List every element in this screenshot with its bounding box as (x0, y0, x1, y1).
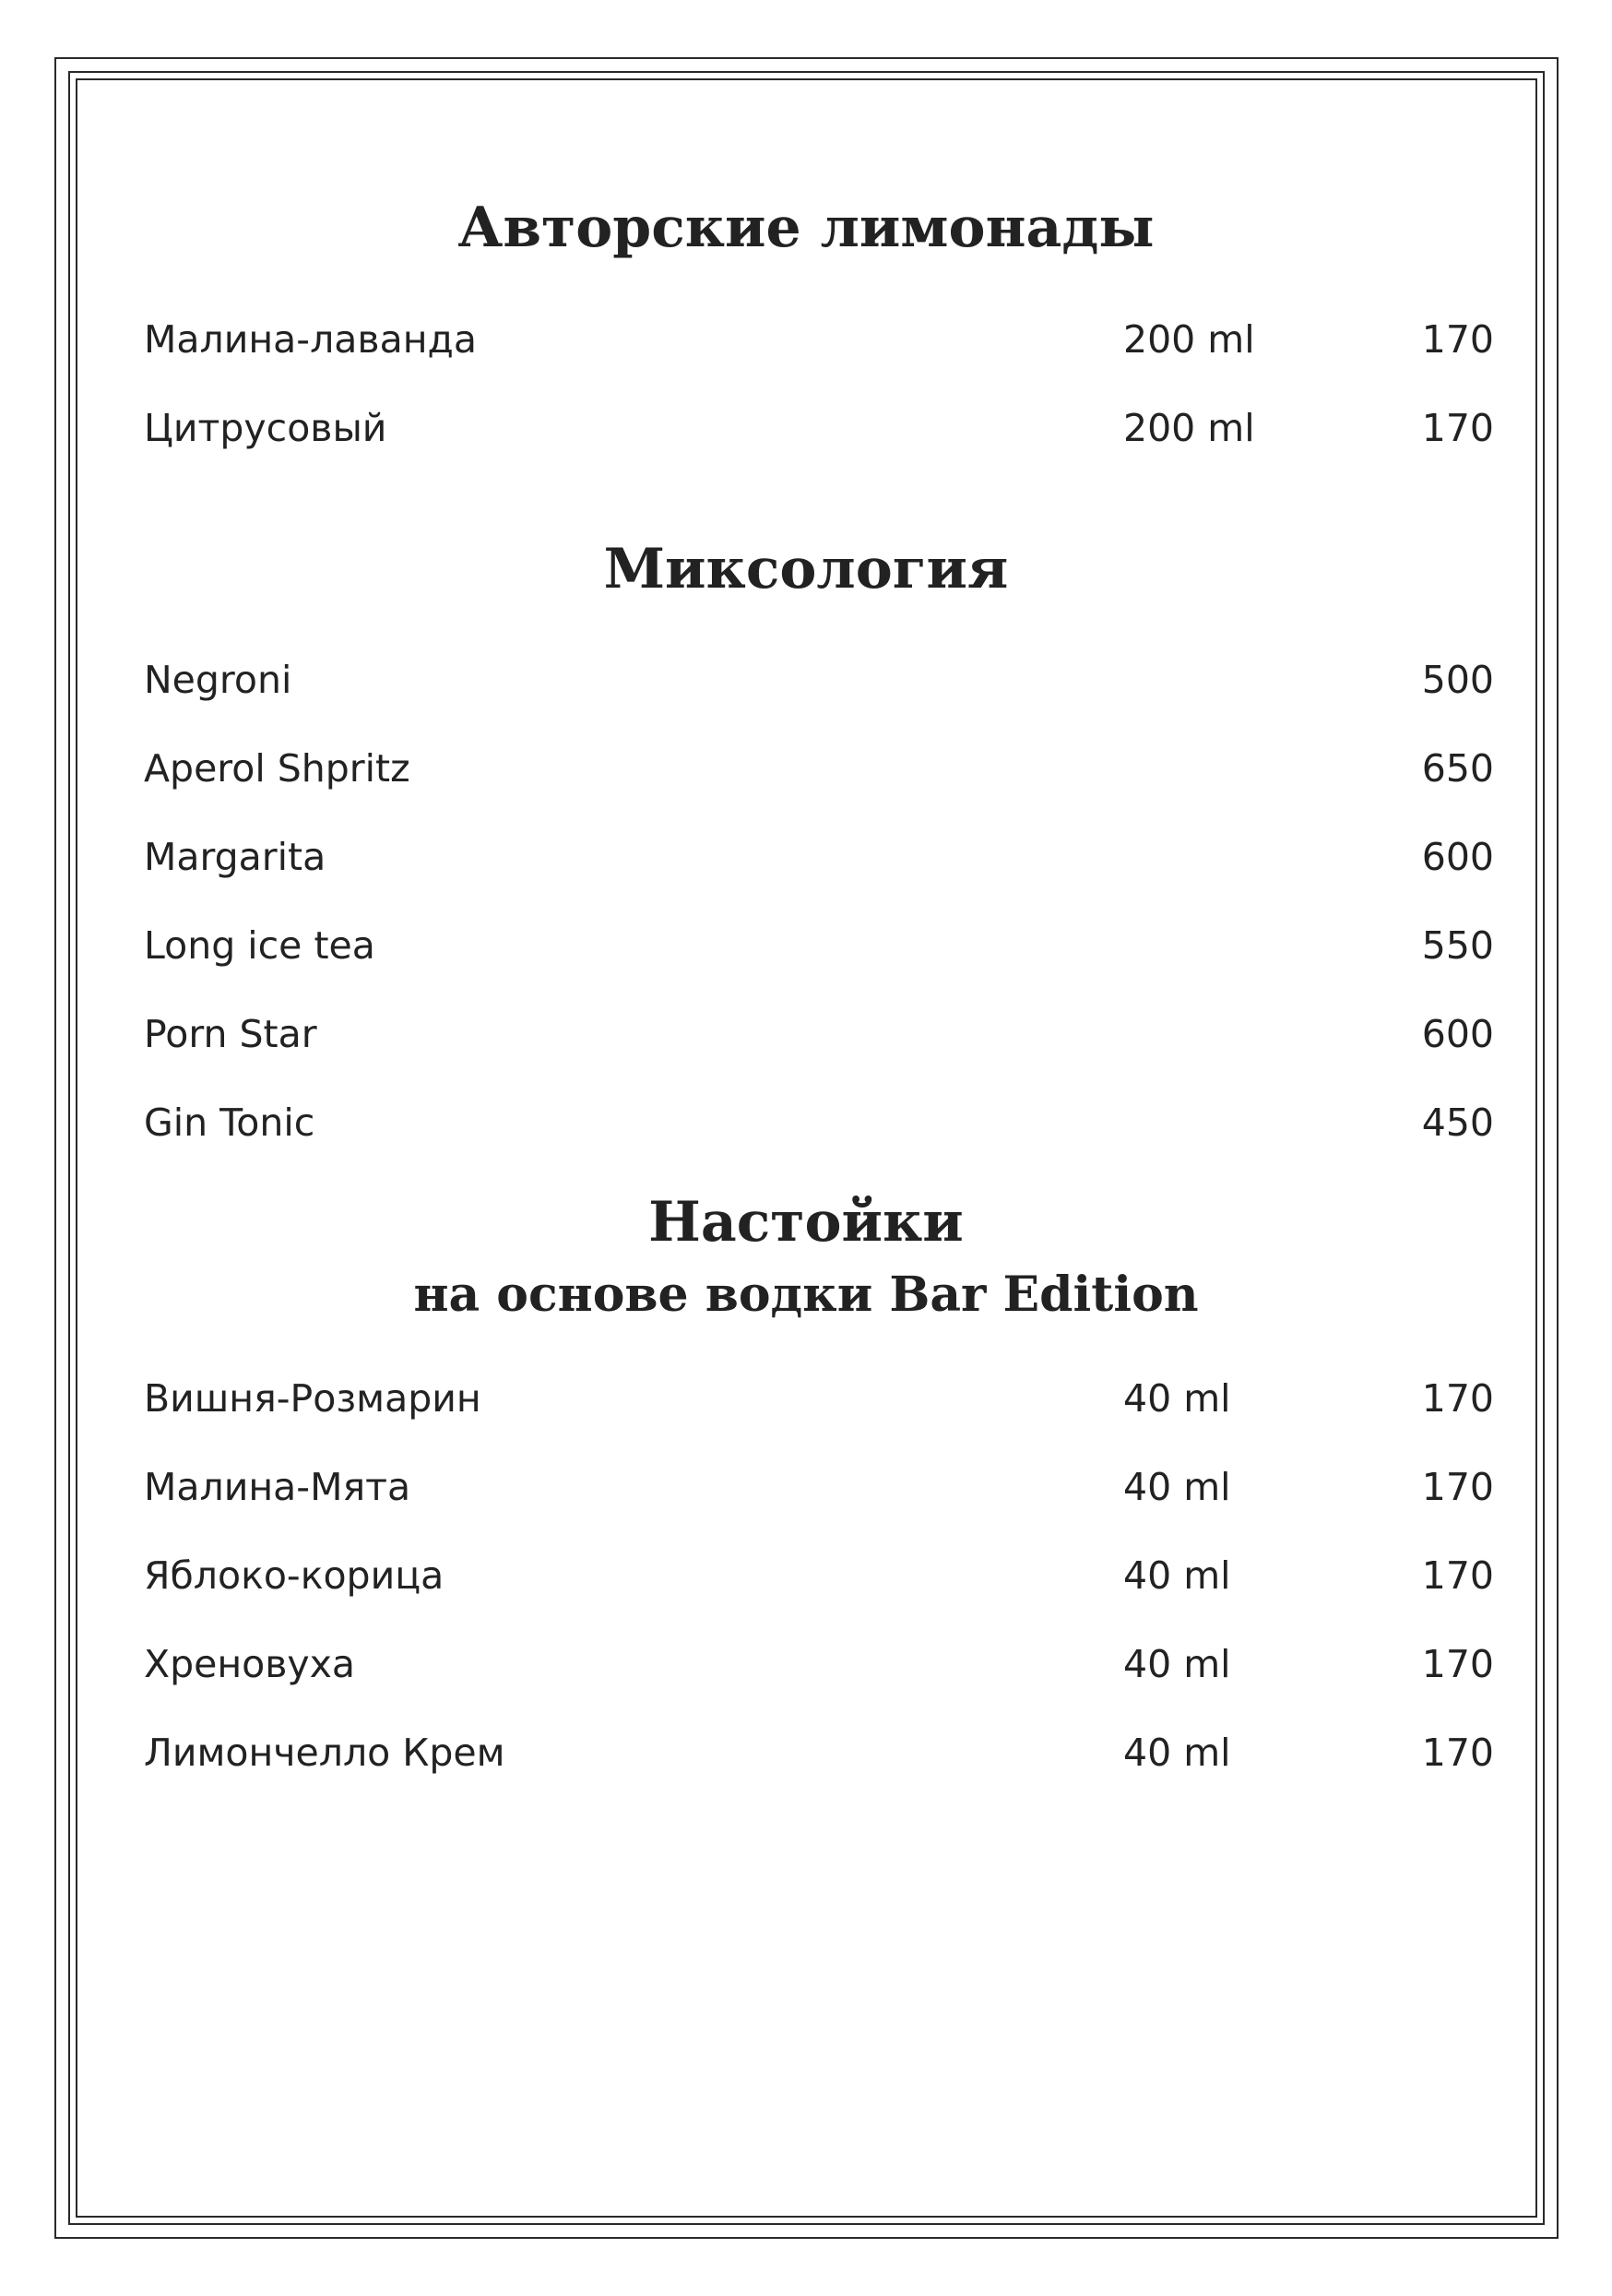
item-price: 170 (1421, 406, 1494, 450)
menu-row (0, 1642, 1612, 1688)
menu-row (0, 1465, 1612, 1511)
section-title-lemonades: Авторские лимонады (457, 196, 1155, 260)
item-price: 650 (1421, 746, 1494, 791)
item-price: 450 (1421, 1100, 1494, 1145)
item-price: 170 (1421, 1731, 1494, 1775)
menu-row (0, 658, 1612, 704)
item-name: Gin Tonic (144, 1100, 315, 1145)
menu-row (0, 1553, 1612, 1600)
item-name: Цитрусовый (144, 406, 387, 450)
item-price: 170 (1421, 1553, 1494, 1598)
item-name: Вишня-Розмарин (144, 1376, 481, 1421)
item-name: Margarita (144, 835, 326, 879)
item-name: Лимончелло Крем (144, 1731, 505, 1775)
item-name: Малина-Мята (144, 1465, 411, 1509)
menu-row (0, 835, 1612, 881)
item-volume: 40 ml (1123, 1376, 1231, 1421)
section-title-mixology: Миксология (603, 537, 1009, 601)
item-price: 170 (1421, 1642, 1494, 1686)
item-price: 170 (1421, 1376, 1494, 1421)
item-name: Long ice tea (144, 923, 375, 968)
item-name: Negroni (144, 658, 292, 702)
item-price: 600 (1421, 1012, 1494, 1056)
item-name: Хреновуха (144, 1642, 356, 1686)
item-volume: 200 ml (1123, 406, 1255, 450)
menu-row (0, 746, 1612, 792)
item-volume: 40 ml (1123, 1642, 1231, 1686)
item-name: Яблоко-корица (144, 1553, 444, 1598)
menu-row (0, 1731, 1612, 1777)
menu-row (0, 1100, 1612, 1147)
menu-row (0, 1376, 1612, 1422)
item-volume: 40 ml (1123, 1553, 1231, 1598)
section-subtitle-infusions: на основе водки Bar Edition (413, 1267, 1199, 1323)
item-price: 600 (1421, 835, 1494, 879)
item-price: 500 (1421, 658, 1494, 702)
menu-row (0, 406, 1612, 452)
item-price: 170 (1421, 1465, 1494, 1509)
menu-row (0, 923, 1612, 970)
item-volume: 40 ml (1123, 1731, 1231, 1775)
item-name: Porn Star (144, 1012, 317, 1056)
menu-row (0, 1012, 1612, 1058)
item-price: 170 (1421, 317, 1494, 362)
menu-frame-inner-line (76, 78, 1537, 2218)
item-price: 550 (1421, 923, 1494, 968)
item-volume: 40 ml (1123, 1465, 1231, 1509)
item-volume: 200 ml (1123, 317, 1255, 362)
item-name: Малина-лаванда (144, 317, 477, 362)
section-title-infusions: Настойки (648, 1190, 964, 1255)
item-name: Aperol Shpritz (144, 746, 410, 791)
menu-row (0, 317, 1612, 363)
